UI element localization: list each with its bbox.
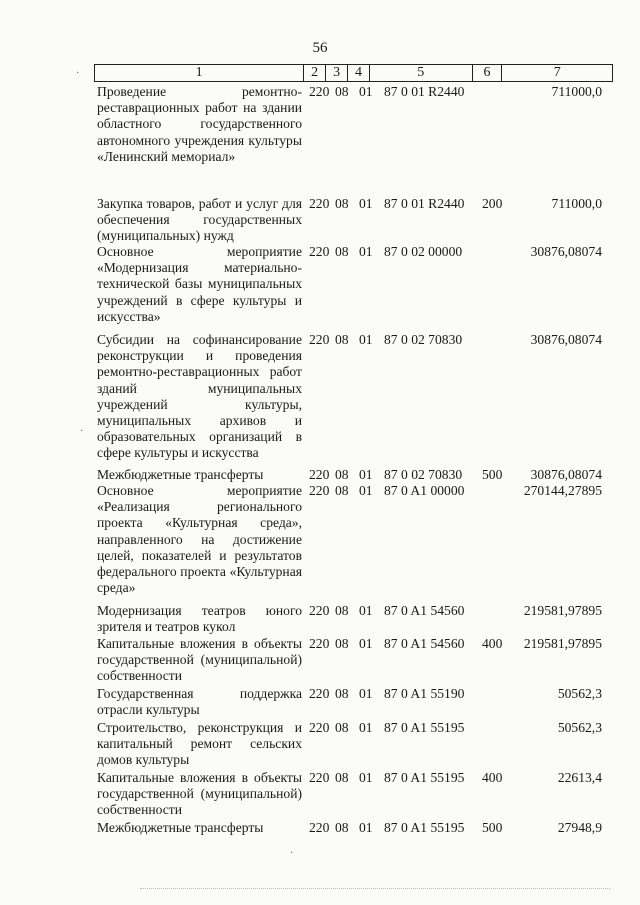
table-row <box>97 720 617 770</box>
row-gr: 220 <box>309 483 330 498</box>
row-gr: 220 <box>309 244 330 259</box>
row-gr: 220 <box>309 196 330 211</box>
row-rz: 08 <box>335 196 349 211</box>
row-amount: 30876,08074 <box>530 332 602 347</box>
row-pr: 01 <box>359 196 373 211</box>
row-rz: 08 <box>335 483 349 498</box>
row-name: Модернизация театров юного зрителя и театров кукол <box>97 603 302 635</box>
row-name: Государственная поддержка отрасли культуры <box>97 686 302 718</box>
row-gr: 220 <box>309 720 330 735</box>
header-col-1: 1 <box>95 65 304 81</box>
header-col-2: 2 <box>304 65 326 81</box>
row-cs: 87 0 A1 54560 <box>384 603 465 618</box>
row-cs: 87 0 01 R2440 <box>384 84 465 99</box>
row-amount: 219581,97895 <box>523 636 602 651</box>
row-rz: 08 <box>335 332 349 347</box>
table-header <box>94 64 613 82</box>
row-name: Капитальные вложения в объекты государственной (муниципальной) собственности <box>97 770 302 818</box>
row-vr: 400 <box>482 636 503 651</box>
row-rz: 08 <box>335 686 349 701</box>
table-row <box>97 770 617 820</box>
row-name: Основное мероприятие «Реализация регионального проекта «Культурная среда», направленного на достижение целей, показателей и результатов федерального проекта «Культурная среда» <box>97 483 302 596</box>
table-row <box>97 467 617 483</box>
row-gr: 220 <box>309 770 330 785</box>
row-amount: 711000,0 <box>551 84 602 99</box>
row-cs: 87 0 01 R2440 <box>384 196 465 211</box>
row-pr: 01 <box>359 603 373 618</box>
table-row <box>97 483 617 603</box>
row-pr: 01 <box>359 84 373 99</box>
row-rz: 08 <box>335 636 349 651</box>
row-amount: 219581,97895 <box>523 603 602 618</box>
row-amount: 270144,27895 <box>523 483 602 498</box>
row-rz: 08 <box>335 84 349 99</box>
scan-dot: · <box>290 848 294 859</box>
row-amount: 22613,4 <box>557 770 602 785</box>
row-cs: 87 0 A1 55190 <box>384 686 465 701</box>
row-gr: 220 <box>309 467 330 482</box>
row-amount: 27948,9 <box>557 820 602 835</box>
row-pr: 01 <box>359 332 373 347</box>
table-row <box>97 84 617 196</box>
row-gr: 220 <box>309 686 330 701</box>
header-col-7: 7 <box>553 65 561 80</box>
row-pr: 01 <box>359 244 373 259</box>
header-col-6: 6 <box>473 65 503 81</box>
row-pr: 01 <box>359 770 373 785</box>
row-rz: 08 <box>335 720 349 735</box>
row-name: Субсидии на софинансирование реконструкции и проведения ремонтно-реставрационных работ зданий муниципальных учреждений культуры, муниципальных архивов и образовательных организаций в сфере культуры и искусства <box>97 332 302 461</box>
row-cs: 87 0 A1 55195 <box>384 820 465 835</box>
scan-dot: · <box>80 426 84 437</box>
row-cs: 87 0 02 70830 <box>384 332 463 347</box>
row-vr: 500 <box>482 467 503 482</box>
row-name: Межбюджетные трансферты <box>97 467 264 482</box>
row-rz: 08 <box>335 467 349 482</box>
row-amount: 30876,08074 <box>530 467 602 482</box>
row-name: Межбюджетные трансферты <box>97 820 264 835</box>
table-row <box>97 196 617 244</box>
row-pr: 01 <box>359 636 373 651</box>
table-row <box>97 603 617 636</box>
page-number: 56 <box>312 40 328 56</box>
row-name: Строительство, реконструкция и капитальный ремонт сельских домов культуры <box>97 720 302 768</box>
row-amount: 711000,0 <box>551 196 602 211</box>
row-name: Основное мероприятие «Модернизация материально-технической базы муниципальных учреждений в сфере культуры и искусства» <box>97 244 302 324</box>
scan-edge-noise <box>140 888 610 890</box>
row-gr: 220 <box>309 332 330 347</box>
row-gr: 220 <box>309 636 330 651</box>
scan-dot: · <box>76 68 80 79</box>
row-cs: 87 0 A1 55195 <box>384 770 465 785</box>
row-rz: 08 <box>335 820 349 835</box>
table-row <box>97 332 617 467</box>
row-name: Капитальные вложения в объекты государственной (муниципальной) собственности <box>97 636 302 684</box>
row-pr: 01 <box>359 483 373 498</box>
row-gr: 220 <box>309 84 330 99</box>
row-rz: 08 <box>335 244 349 259</box>
row-amount: 50562,3 <box>557 720 602 735</box>
row-vr: 200 <box>482 196 503 211</box>
row-name: Закупка товаров, работ и услуг для обеспечения государственных (муниципальных) нужд <box>97 196 302 244</box>
row-amount: 30876,08074 <box>530 244 602 259</box>
header-col-5: 5 <box>370 65 473 81</box>
row-gr: 220 <box>309 820 330 835</box>
header-col-4: 4 <box>348 65 370 81</box>
row-cs: 87 0 A1 55195 <box>384 720 465 735</box>
row-vr: 500 <box>482 820 503 835</box>
table-body <box>97 84 617 838</box>
row-pr: 01 <box>359 467 373 482</box>
row-cs: 87 0 A1 00000 <box>384 483 465 498</box>
row-name: Проведение ремонтно-реставрационных работ на здании областного государственного автономного учреждения культуры «Ленинский мемориал» <box>97 84 302 164</box>
row-cs: 87 0 02 70830 <box>384 467 463 482</box>
row-cs: 87 0 A1 54560 <box>384 636 465 651</box>
table-row <box>97 244 617 332</box>
row-pr: 01 <box>359 686 373 701</box>
table-row <box>97 686 617 720</box>
table-row <box>97 820 617 838</box>
row-vr: 400 <box>482 770 503 785</box>
row-rz: 08 <box>335 603 349 618</box>
row-gr: 220 <box>309 603 330 618</box>
row-amount: 50562,3 <box>557 686 602 701</box>
row-pr: 01 <box>359 720 373 735</box>
row-pr: 01 <box>359 820 373 835</box>
row-rz: 08 <box>335 770 349 785</box>
table-row <box>97 636 617 686</box>
header-col-3: 3 <box>326 65 348 81</box>
row-cs: 87 0 02 00000 <box>384 244 463 259</box>
